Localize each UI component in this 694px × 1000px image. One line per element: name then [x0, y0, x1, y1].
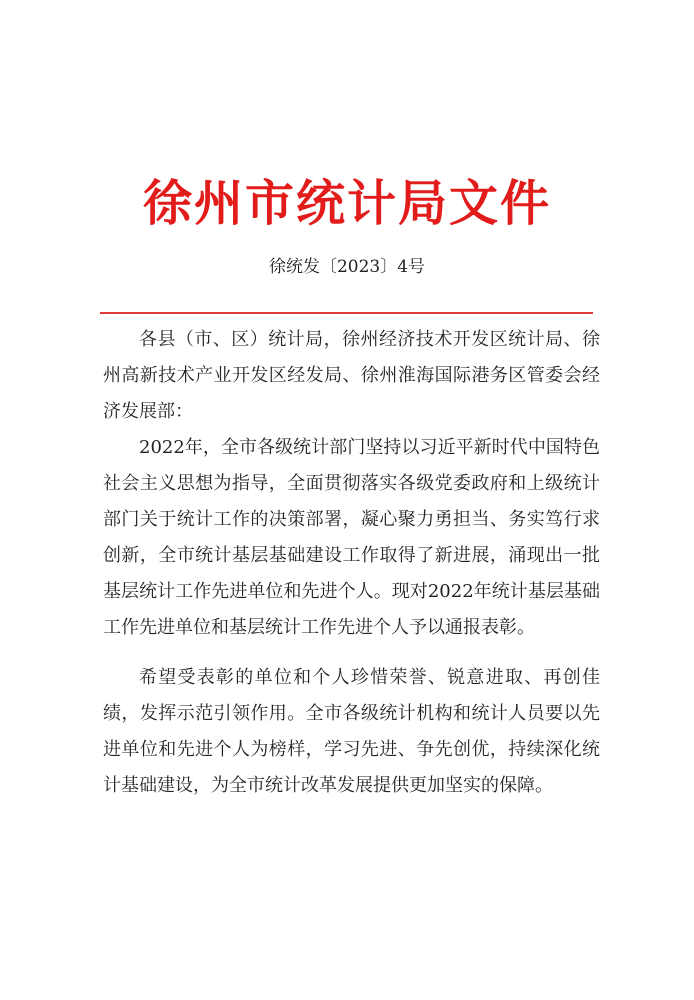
addressee-paragraph: 各县（市、区）统计局，徐州经济技术开发区统计局、徐州高新技术产业开发区经发局、徐州淮海国际港务区管委会经济发展部：: [103, 329, 600, 422]
red-divider: [100, 312, 593, 314]
document-body: [103, 322, 600, 804]
document-number: 徐统发〔2023〕4号: [268, 257, 426, 277]
document-title: 徐州市统计局文件: [142, 174, 551, 232]
body-paragraph-2: 希望受表彰的单位和个人珍惜荣誉、锐意进取、再创佳绩，发挥示范引领作用。全市各级统计机构和统计人员要以先进单位和先进个人为榜样，学习先进、争先创优，持续深化统计基础建设，为全市统计改革发展提供更加坚实的保障。: [103, 667, 600, 796]
body-paragraph-1: 2022年，全市各级统计部门坚持以习近平新时代中国特色社会主义思想为指导，全面贯彻落实各级党委政府和上级统计部门关于统计工作的决策部署，凝心聚力勇担当、务实笃行求创新，全市统计基层基础建设工作取得了新进展，涌现出一批基层统计工作先进单位和先进个人。现对2022年统计基层基础工作先进单位和基层统计工作先进个人予以通报表彰。: [103, 437, 600, 638]
